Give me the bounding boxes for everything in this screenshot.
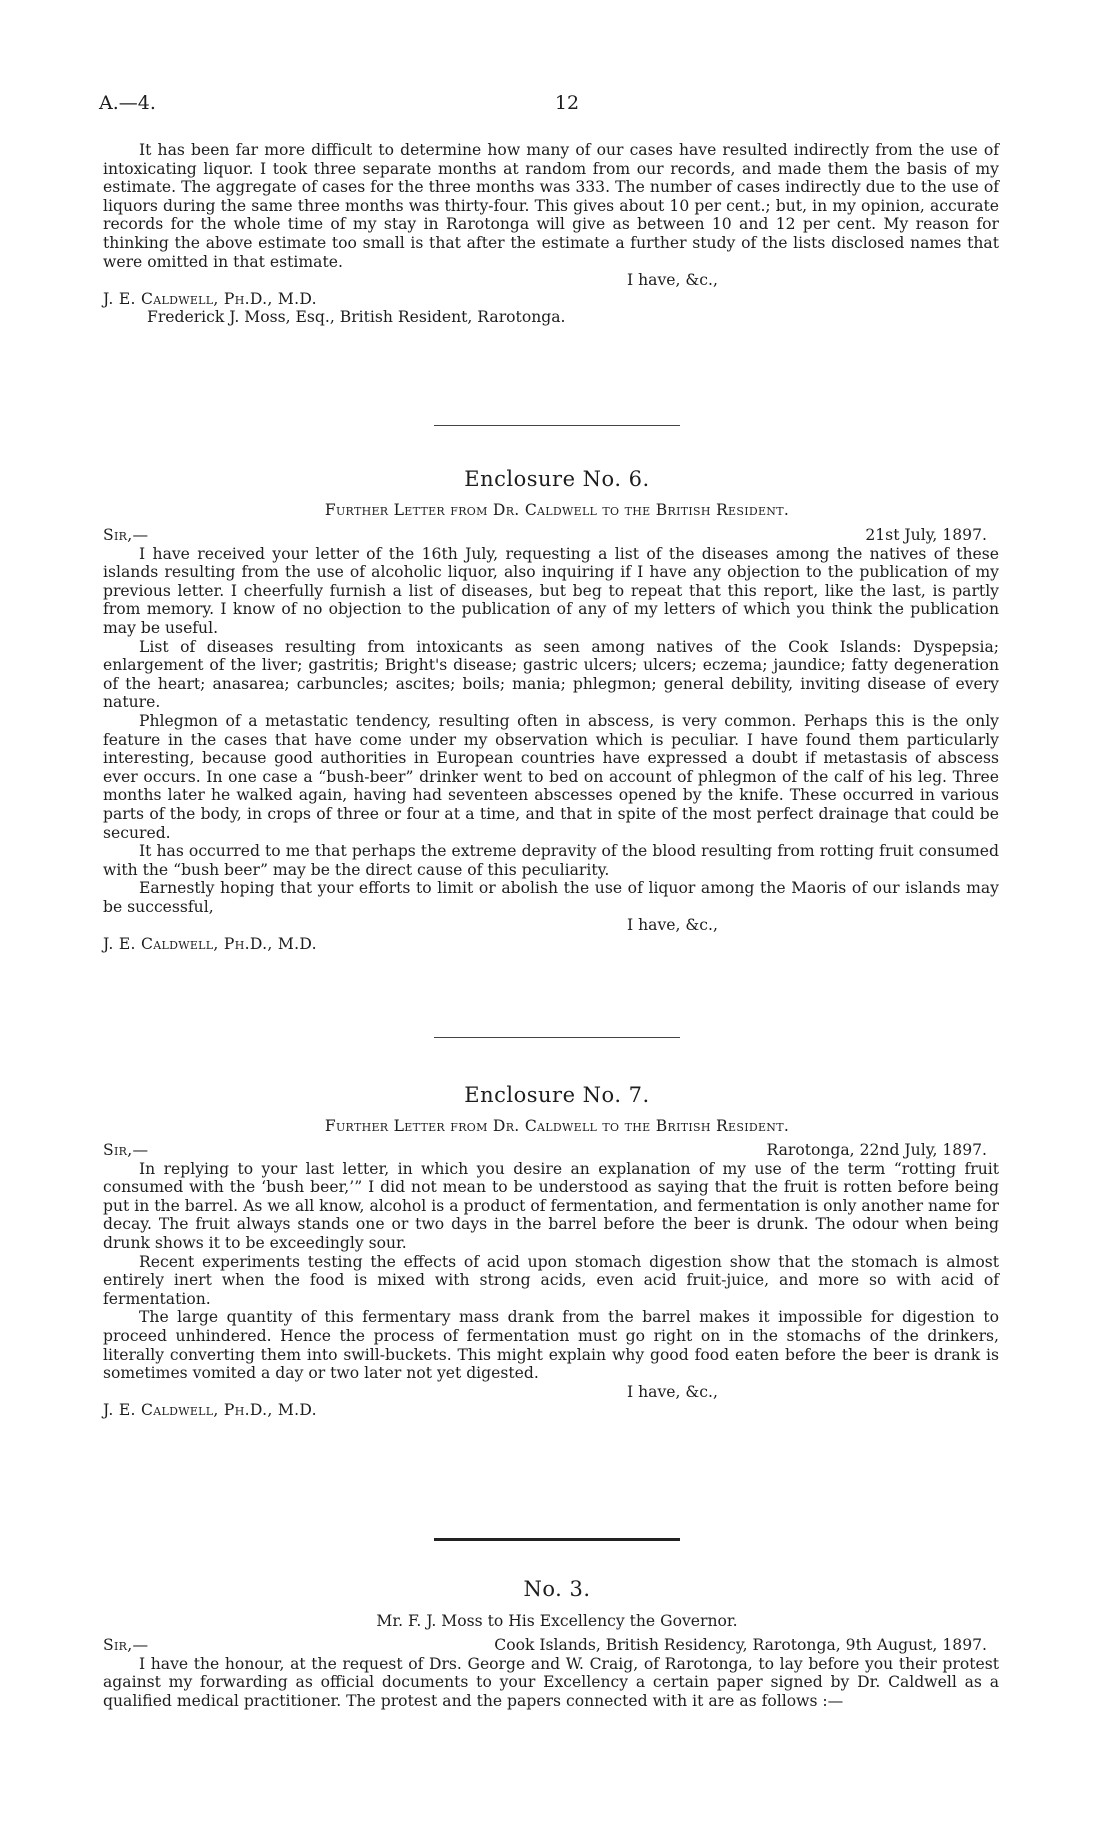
salutation-row bbox=[103, 1141, 999, 1160]
salutation-row bbox=[103, 1636, 999, 1655]
enclosure-6-subheading: Further Letter from Dr. Caldwell to the British Resident. bbox=[324, 501, 790, 519]
signature: J. E. Caldwell, Ph.D., M.D. bbox=[103, 289, 317, 308]
enclosure-7-heading: Enclosure No. 7. bbox=[464, 1083, 650, 1107]
paragraph: Phlegmon of a metastatic tendency, resulting often in abscess, is very common. Perhaps this is the only feature in the cases that have come under my observation which is peculiar. I have found them particularly interesting, because good authorities in European countries have expressed a doubt if metastasis of abscess ever occurs. In one case a “bush-beer” drinker went to bed on account of phlegmon of the calf of his leg. Three months later he walked again, having had seventeen abscesses opened by the knife. These occurred in various parts of the body, in crops of three or four at a time, and that in spite of the most perfect drainage that could be secured. bbox=[103, 711, 999, 842]
paragraph: List of diseases resulting from intoxicants as seen among natives of the Cook Islands: Dyspepsia; enlargement of the liver; gastritis; Bright's disease; gastric ulcers; ulcers; eczema; jaundice; fatty degeneration of the heart; anasarea; carbuncles; ascites; boils; mania; phlegmon; general debility, inviting disease of every nature. bbox=[103, 637, 999, 712]
closing: I have, &c., bbox=[627, 916, 718, 935]
paragraph: Recent experiments testing the effects of acid upon stomach digestion show that the stomach is almost entirely inert when the food is mixed with strong acids, even acid fruit-juice, and more so with acid of fermentation. bbox=[103, 1252, 999, 1308]
letter-date: Rarotonga, 22nd July, 1897. bbox=[766, 1141, 987, 1159]
no-3-letter bbox=[103, 1636, 999, 1710]
paragraph: Earnestly hoping that your efforts to limit or abolish the use of liquor among the Maoris of our islands may be successful, bbox=[103, 879, 999, 916]
section-divider-thick bbox=[434, 1538, 680, 1541]
no-3-heading: No. 3. bbox=[523, 1577, 591, 1601]
paragraph: The large quantity of this fermentary mass drank from the barrel makes it impossible for digestion to proceed unhindered. Hence the process of fermentation must go right on in the stomachs of the drinkers, literally converting them into swill-buckets. This might explain why good food eaten before the beer is drank is sometimes vomited a day or two later not yet digested. bbox=[103, 1308, 999, 1383]
page-reference: A.—4. bbox=[99, 92, 156, 114]
salutation-row bbox=[103, 526, 999, 545]
enclosure-7-subheading: Further Letter from Dr. Caldwell to the British Resident. bbox=[324, 1117, 790, 1135]
salutation: Sir,— bbox=[103, 526, 149, 544]
enclosure-7-letter bbox=[103, 1141, 999, 1420]
letter-date: 21st July, 1897. bbox=[865, 526, 987, 544]
section-divider bbox=[434, 425, 680, 426]
no-3-subheading: Mr. F. J. Moss to His Excellency the Governor. bbox=[376, 1612, 738, 1630]
letter-date: Cook Islands, British Residency, Rarotonga, 9th August, 1897. bbox=[494, 1636, 987, 1654]
paragraph: I have the honour, at the request of Drs. George and W. Craig, of Rarotonga, to lay before you their protest against my forwarding as official documents to your Excellency a certain paper signed by Dr. Caldwell as a qualified medical practitioner. The protest and the papers connected with it are as follows :— bbox=[103, 1654, 999, 1710]
enclosure-6-letter bbox=[103, 526, 999, 954]
paragraph: I have received your letter of the 16th July, requesting a list of the diseases among the natives of these islands resulting from the use of alcoholic liquor, also inquiring if I have any objection to the publication of my previous letter. I cheerfully furnish a list of diseases, but beg to repeat that this report, like the last, is partly from memory. I know of no objection to the publication of any of my letters of which you think the publication may be useful. bbox=[103, 544, 999, 637]
enclosure-6-heading: Enclosure No. 6. bbox=[464, 467, 650, 491]
paragraph: It has occurred to me that perhaps the extreme depravity of the blood resulting from rotting fruit consumed with the “bush beer” may be the direct cause of this peculiarity. bbox=[103, 842, 999, 879]
closing: I have, &c., bbox=[627, 271, 718, 290]
paragraph: In replying to your last letter, in which you desire an explanation of my use of the term “rotting fruit consumed with the ‘bush beer,’” I did not mean to be understood as saying that the fruit is rotten before being put in the barrel. As we all know, alcohol is a product of fermentation, and fermentation is only another name for decay. The fruit always stands one or two days in the barrel before the beer is drunk. The odour when being drunk shows it to be exceedingly sour. bbox=[103, 1159, 999, 1252]
closing: I have, &c., bbox=[627, 1382, 718, 1401]
page-number: 12 bbox=[554, 92, 580, 114]
signature: J. E. Caldwell, Ph.D., M.D. bbox=[103, 935, 317, 954]
section-divider bbox=[434, 1037, 680, 1038]
previous-letter-conclusion bbox=[103, 141, 999, 327]
salutation: Sir,— bbox=[103, 1141, 149, 1159]
signature: J. E. Caldwell, Ph.D., M.D. bbox=[103, 1401, 317, 1420]
salutation: Sir,— bbox=[103, 1636, 149, 1654]
paragraph: It has been far more difficult to determine how many of our cases have resulted indirectly from the use of intoxicating liquor. I took three separate months at random from our records, and made them the basis of my estimate. The aggregate of cases for the three months was 333. The number of cases indirectly due to the use of liquors during the same three months was thirty-four. This gives about 10 per cent.; but, in my opinion, accurate records for the whole time of my stay in Rarotonga will give as between 10 and 12 per cent. My reason for thinking the above estimate too small is that after the estimate a further study of the lists disclosed names that were omitted in that estimate. bbox=[103, 141, 999, 271]
addressee: Frederick J. Moss, Esq., British Resident, Rarotonga. bbox=[147, 308, 566, 327]
